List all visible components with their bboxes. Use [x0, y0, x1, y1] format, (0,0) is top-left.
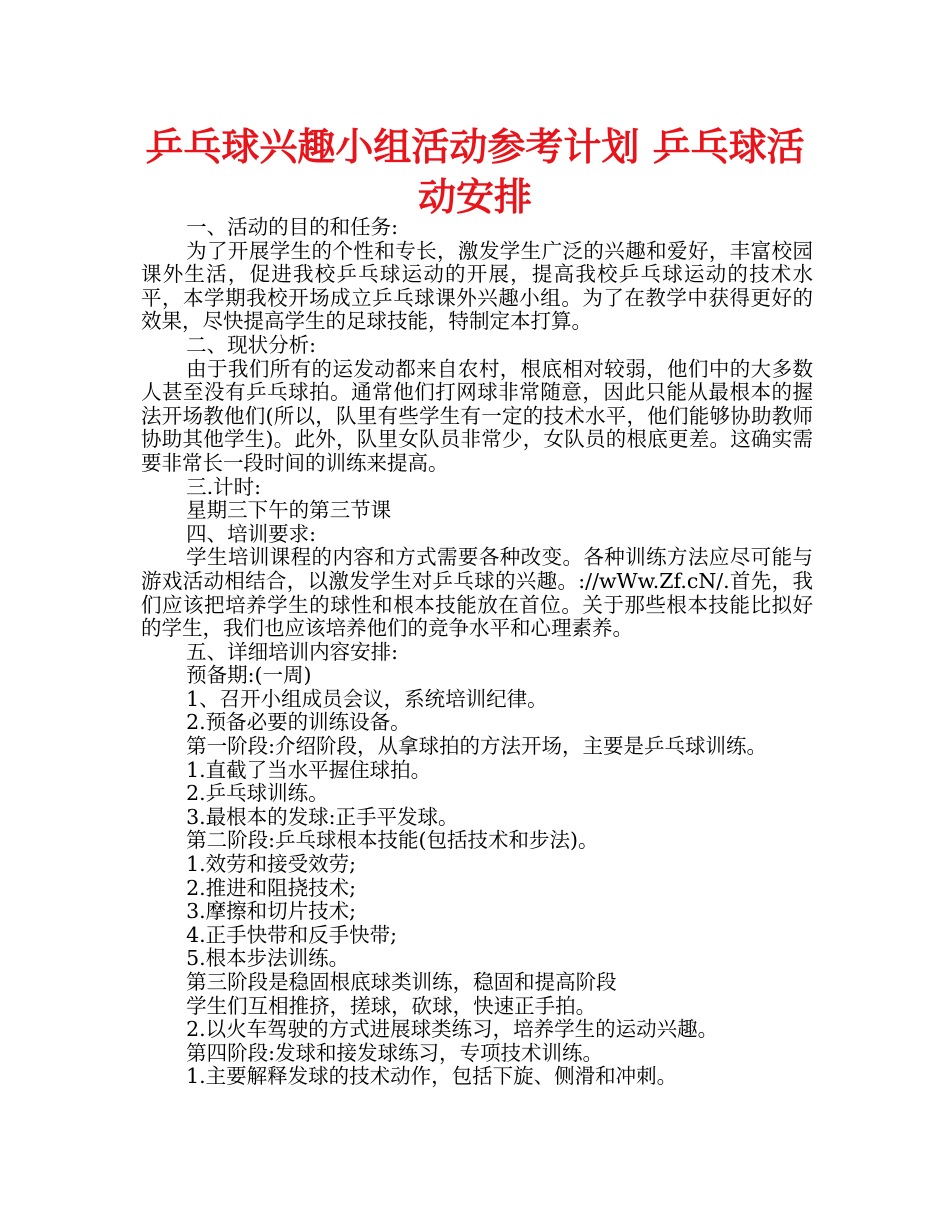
paragraph: 预备期:(一周): [186, 663, 312, 688]
paragraph: 2.乒乓球训练。: [186, 781, 329, 806]
paragraph: 第二阶段:乒乓球根本技能(包括技术和步法)。: [186, 828, 599, 853]
paragraph: 1、召开小组成员会议，系统培训纪律。: [186, 686, 548, 711]
paragraph: 3.最根本的发球:正手平发球。: [186, 804, 459, 829]
paragraph: 1.主要解释发球的技术动作，包括下旋、侧滑和冲刺。: [186, 1064, 678, 1089]
document-body: [141, 216, 813, 1089]
paragraph: 2.推进和阻挠技术;: [186, 875, 357, 900]
paragraph: 二、现状分析:: [186, 332, 317, 357]
paragraph: 由于我们所有的运发动都来自农村，根底相对较弱，他们中的大多数人甚至没有乒乓球拍。通常他们打网球非常随意，因此只能从最根本的握法开场教他们(所以，队里有些学生有一定的技术水平，他们能够协助教师协助其他学生)。此外，队里女队员非常少，女队员的根底更差。这确实需要非常长一段时间的训练来提高。: [141, 356, 813, 475]
paragraph: 1.效劳和接受效劳;: [186, 852, 357, 877]
paragraph: 2.预备必要的训练设备。: [186, 710, 411, 735]
document-title: 乒乓球兴趣小组活动参考计划 乒乓球活动安排: [145, 125, 805, 219]
paragraph: 1.直截了当水平握住球拍。: [186, 757, 432, 782]
paragraph: 学生培训课程的内容和方式需要各种改变。各种训练方法应尽可能与游戏活动相结合，以激发学生对乒乓球的兴趣。://wWw.Zf.cN/.首先，我们应该把培养学生的球性和根本技能放在首位。关于那些根本技能比拟好的学生，我们也应该培养他们的竞争水平和心理素养。: [141, 545, 813, 641]
paragraph: 星期三下午的第三节课: [186, 498, 392, 523]
paragraph: 三.计时:: [186, 474, 262, 499]
paragraph: 四、培训要求:: [186, 521, 317, 546]
paragraph: 3.摩擦和切片技术;: [186, 899, 357, 924]
paragraph: 一、活动的目的和任务:: [186, 215, 398, 239]
paragraph: 2.以火车驾驶的方式进展球类练习，培养学生的运动兴趣。: [186, 1017, 719, 1042]
paragraph: 第四阶段:发球和接发球练习，专项技术训练。: [186, 1040, 603, 1065]
paragraph: 五、详细培训内容安排:: [186, 639, 398, 664]
paragraph: 第一阶段:介绍阶段，从拿球拍的方法开场，主要是乒乓球训练。: [186, 734, 767, 759]
paragraph: 第三阶段是稳固根底球类训练，稳固和提高阶段: [186, 970, 617, 994]
paragraph: 为了开展学生的个性和专长，激发学生广泛的兴趣和爱好，丰富校园课外生活，促进我校乒乓球运动的开展，提高我校乒乓球运动的技术水平，本学期我校开场成立乒乓球课外兴趣小组。为了在教学中获得更好的效果，尽快提高学生的足球技能，特制定本打算。: [141, 238, 813, 334]
paragraph: 5.根本步法训练。: [186, 946, 350, 971]
paragraph: 学生们互相推挤，搓球，砍球，快速正手拍。: [186, 993, 597, 1018]
paragraph: 4.正手快带和反手快带;: [186, 922, 398, 947]
